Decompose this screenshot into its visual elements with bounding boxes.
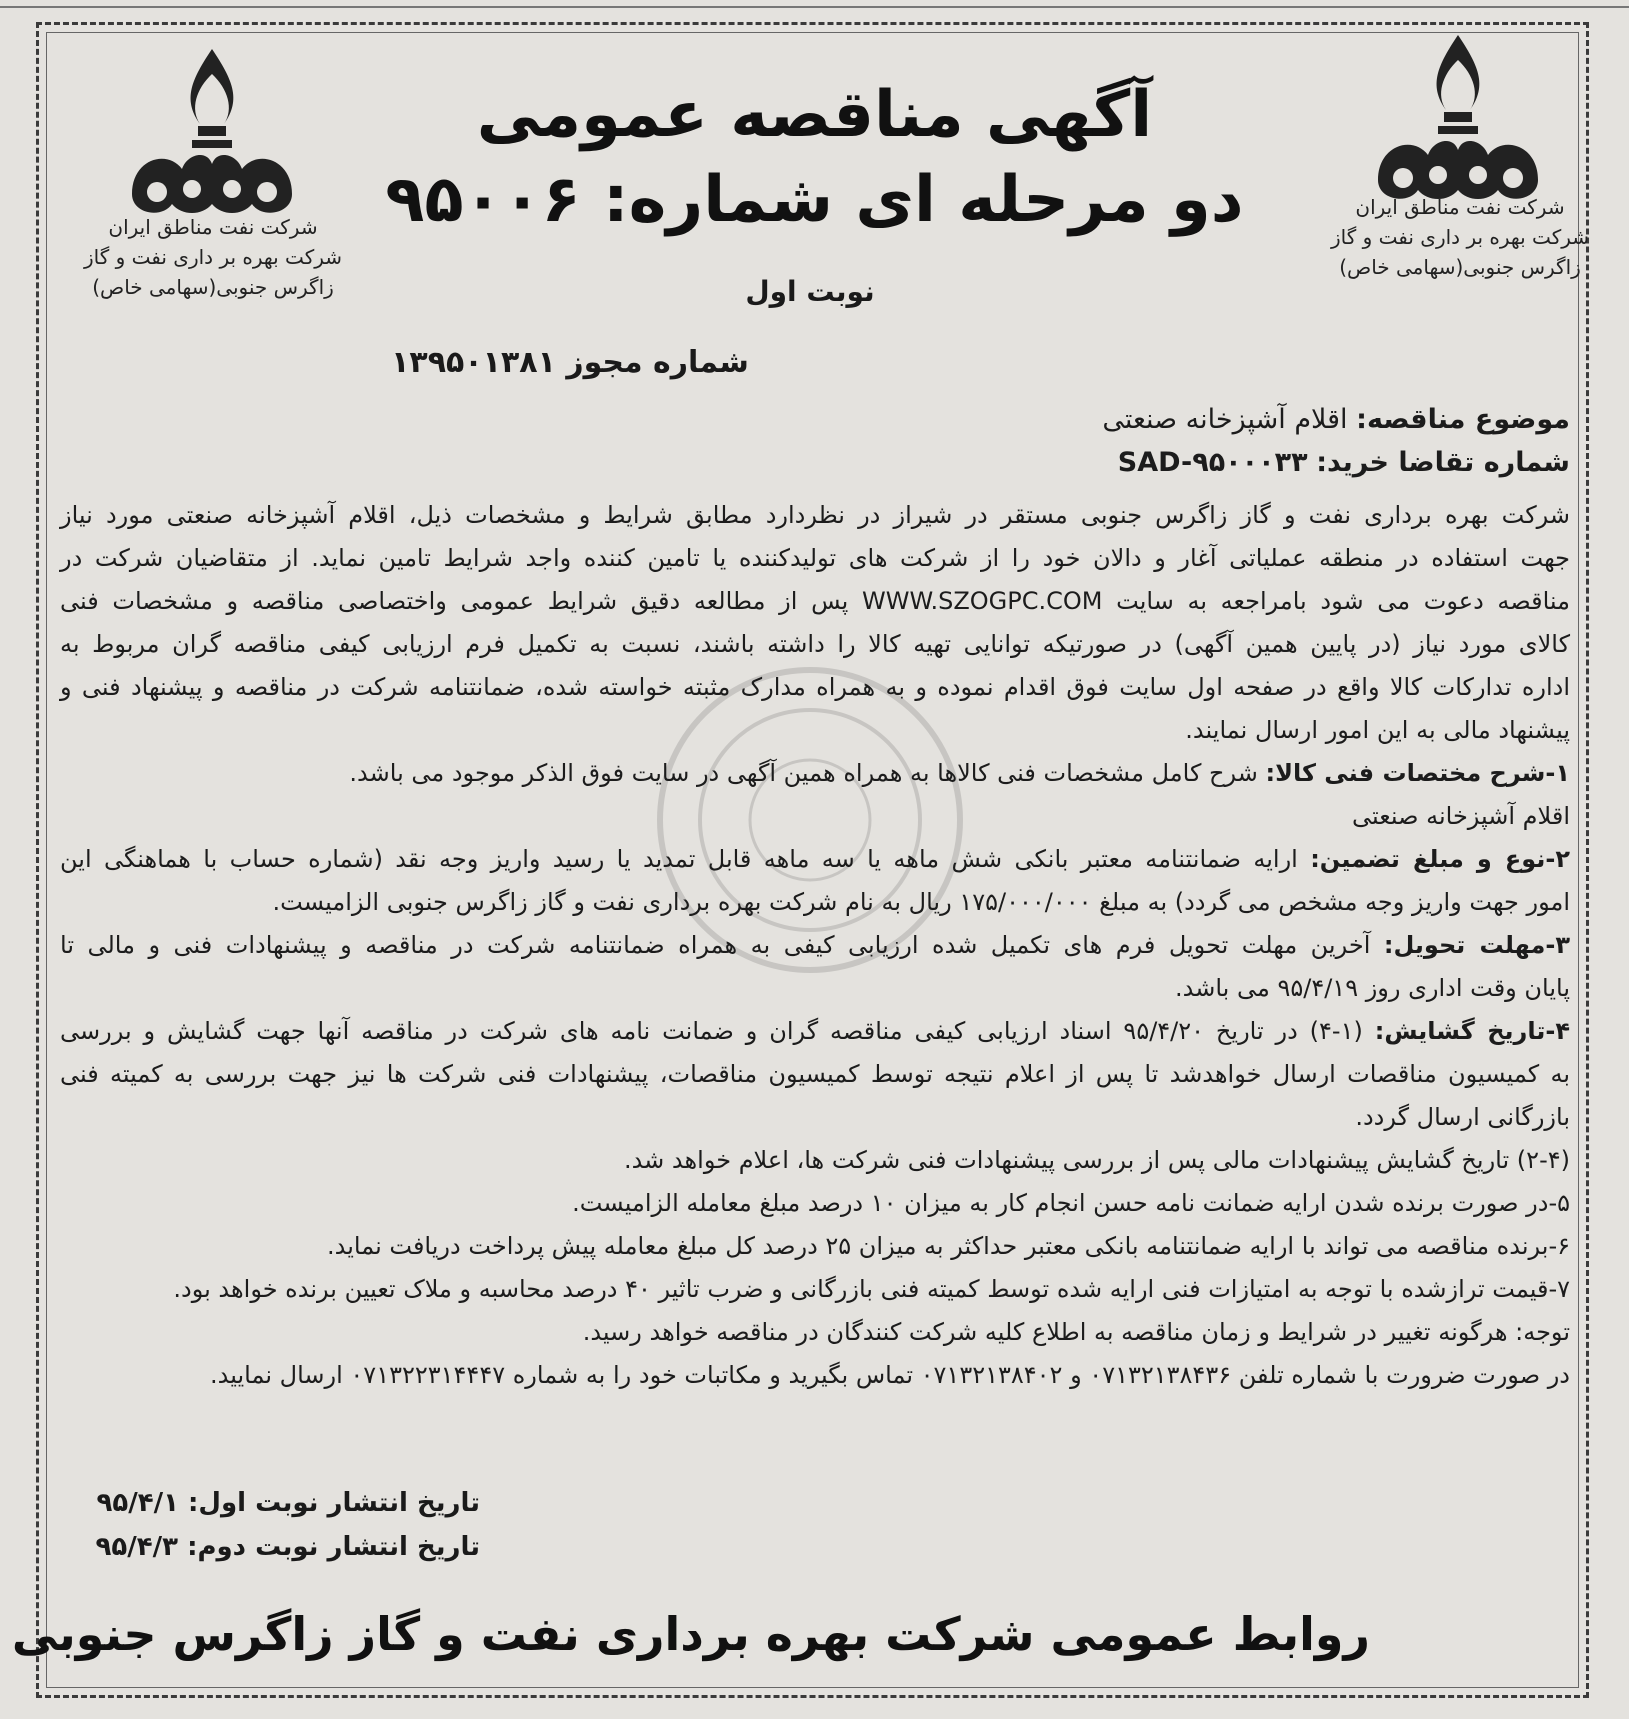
paragraph-line: کالای مورد نیاز (در پایین همین آگهی) در صورتیکه توانایی تهیه کالا را داشته باشند، نسبت به تکمیل فرم ارزیابی کیفی مناقصه گران مربوط به [60,630,1570,658]
item4-label: ۴-تاریخ گشایش: [1374,1017,1571,1045]
nioc-logo-left [112,44,312,224]
paragraph-line: پیشنهاد مالی به این امور ارسال نمایند. [1185,716,1570,744]
item3-text: آخرین مهلت تحویل فرم های تکمیل شده ارزیابی کیفی به همراه ضمانتنامه شرکت در مناقصه و پیشنهادات فنی و مالی تا [60,931,1371,959]
item2-label: ۲-نوع و مبلغ تضمین: [1310,845,1570,873]
note-text: توجه: هرگونه تغییر در شرایط و زمان مناقصه به اطلاع کلیه شرکت کنندگان در مناقصه خواهد رسید. [582,1318,1570,1346]
company-line: شرکت نفت مناطق ایران [1355,195,1565,219]
subject-value: اقلام آشپزخانه صنعتی [1102,404,1348,435]
item1-label: ۱-شرح مختصات فنی کالا: [1265,759,1570,787]
item7-text: ۷-قیمت ترازشده با توجه به امتیازات فنی ارایه شده توسط کمیته فنی بازرگانی و ضرب تاثیر ۴۰ درصد محاسبه و ملاک تعیین برنده خواهد بود. [173,1275,1570,1303]
publish-date-second: تاریخ انتشار نوبت دوم: ۹۵/۴/۳ [95,1532,480,1562]
company-line: شرکت بهره بر داری نفت و گاز [83,245,343,269]
subject-label: موضوع مناقصه: [1356,404,1570,435]
request-label: شماره تقاضا خرید: [1316,447,1570,478]
item2-text: ارایه ضمانتنامه معتبر بانکی شش ماهه یا سه ماهه قابل تمدید یا رسید واریز وجه نقد (شماره حساب با هماهنگی این [60,845,1298,873]
notice-title: آگهی مناقصه عمومی [476,78,1153,152]
public-relations-footer: روابط عمومی شرکت بهره برداری نفت و گاز زاگرس جنوبی [11,1607,1370,1661]
item1-line2: اقلام آشپزخانه صنعتی [1352,802,1570,830]
tender-number-title: دو مرحله ای شماره: ۹۵۰۰۶ [385,163,1244,237]
paragraph-line: جهت استفاده در منطقه عملیاتی آغار و دالان خود را از شرکت های تولیدکننده یا تامین کننده واجد شرایط تامین نماید. از متقاضیان شرکت در [60,544,1570,572]
permit-number: شماره مجوز ۱۳۹۵۰۱۳۸۱ [391,345,749,380]
item4-line3: بازرگانی ارسال گردد. [1355,1103,1570,1131]
conditions-list [60,752,1570,1397]
company-line: زاگرس جنوبی(سهامی خاص) [1339,255,1581,279]
paragraph-line: اداره تدارکات کالا واقع در صفحه اول سایت فوق اقدام نموده و به همراه مدارک مثبته خواسته شده، ضمانتنامه شرکت در مناقصه و پیشنهاد فنی و [60,673,1570,701]
flame-logo-icon [1358,30,1558,210]
contact-text: در صورت ضرورت با شماره تلفن ۰۷۱۳۲۱۳۸۴۳۶ و ۰۷۱۳۲۱۳۸۴۰۲ تماس بگیرید و مکاتبات خود را به شماره ۰۷۱۳۲۲۳۱۴۴۴۷ ارسال نمایید. [210,1361,1570,1389]
company-line: شرکت نفت مناطق ایران [108,215,318,239]
item3-line2: پایان وقت اداری روز ۹۵/۴/۱۹ می باشد. [1175,974,1570,1002]
nioc-logo-right [1358,30,1558,210]
intro-paragraph [60,494,1570,752]
item3-label: ۳-مهلت تحویل: [1383,931,1570,959]
item2-line2: امور جهت واریز وجه مشخص می گردد) به مبلغ ۱۷۵/۰۰۰/۰۰۰ ریال به نام شرکت بهره برداری نفت و گاز زاگرس جنوبی الزامیست. [272,888,1570,916]
paragraph-line: مناقصه دعوت می شود بامراجعه به سایت WWW.SZOGPC.COM پس از مطالعه دقیق شرایط عمومی واختصاصی مناقصه و مشخصات فنی [60,587,1570,615]
item6-text: ۶-برنده مناقصه می تواند با ارایه ضمانتنامه بانکی معتبر حداکثر به میزان ۲۵ درصد کل مبلغ معامله پیش پرداخت دریافت نماید. [326,1232,1570,1260]
item4-line4: (۲-۴) تاریخ گشایش پیشنهادات مالی پس از بررسی پیشنهادات فنی شرکت ها، اعلام خواهد شد. [623,1146,1570,1174]
company-name-left [68,212,358,302]
flame-logo-icon [112,44,312,224]
round-label: نوبت اول [745,275,875,308]
paragraph-line: شرکت بهره برداری نفت و گاز زاگرس جنوبی مستقر در شیراز در نظردارد مطابق شرایط و مشخصات ذیل، اقلام آشپزخانه صنعتی مورد نیاز [60,501,1570,529]
top-rule [0,6,1629,8]
item4-text: (۱-۴) در تاریخ ۹۵/۴/۲۰ اسناد ارزیابی کیفی مناقصه گران و ضمانت نامه های شرکت در مناقصه آنها جهت گشایش و بررسی [60,1017,1363,1045]
subject-block [60,398,1570,484]
publish-date-first: تاریخ انتشار نوبت اول: ۹۵/۴/۱ [96,1488,480,1518]
item1-text: شرح کامل مشخصات فنی کالاها به همراه همین آگهی در سایت فوق الذکر موجود می باشد. [349,759,1258,787]
company-line: شرکت بهره بر داری نفت و گاز [1330,225,1590,249]
item5-text: ۵-در صورت برنده شدن ارایه ضمانت نامه حسن انجام کار به میزان ۱۰ درصد مبلغ معامله الزامیست. [572,1189,1570,1217]
item4-line2: به کمیسیون مناقصات ارسال خواهدشد تا پس از اعلام نتیجه توسط کمیسیون مناقصات، پیشنهادات فنی شرکت ها نیز جهت بررسی به کمیته فنی [60,1060,1570,1088]
request-value: SAD-۹۵۰۰۰۳۳ [1117,447,1308,478]
company-name-right [1315,192,1605,282]
company-line: زاگرس جنوبی(سهامی خاص) [92,275,334,299]
